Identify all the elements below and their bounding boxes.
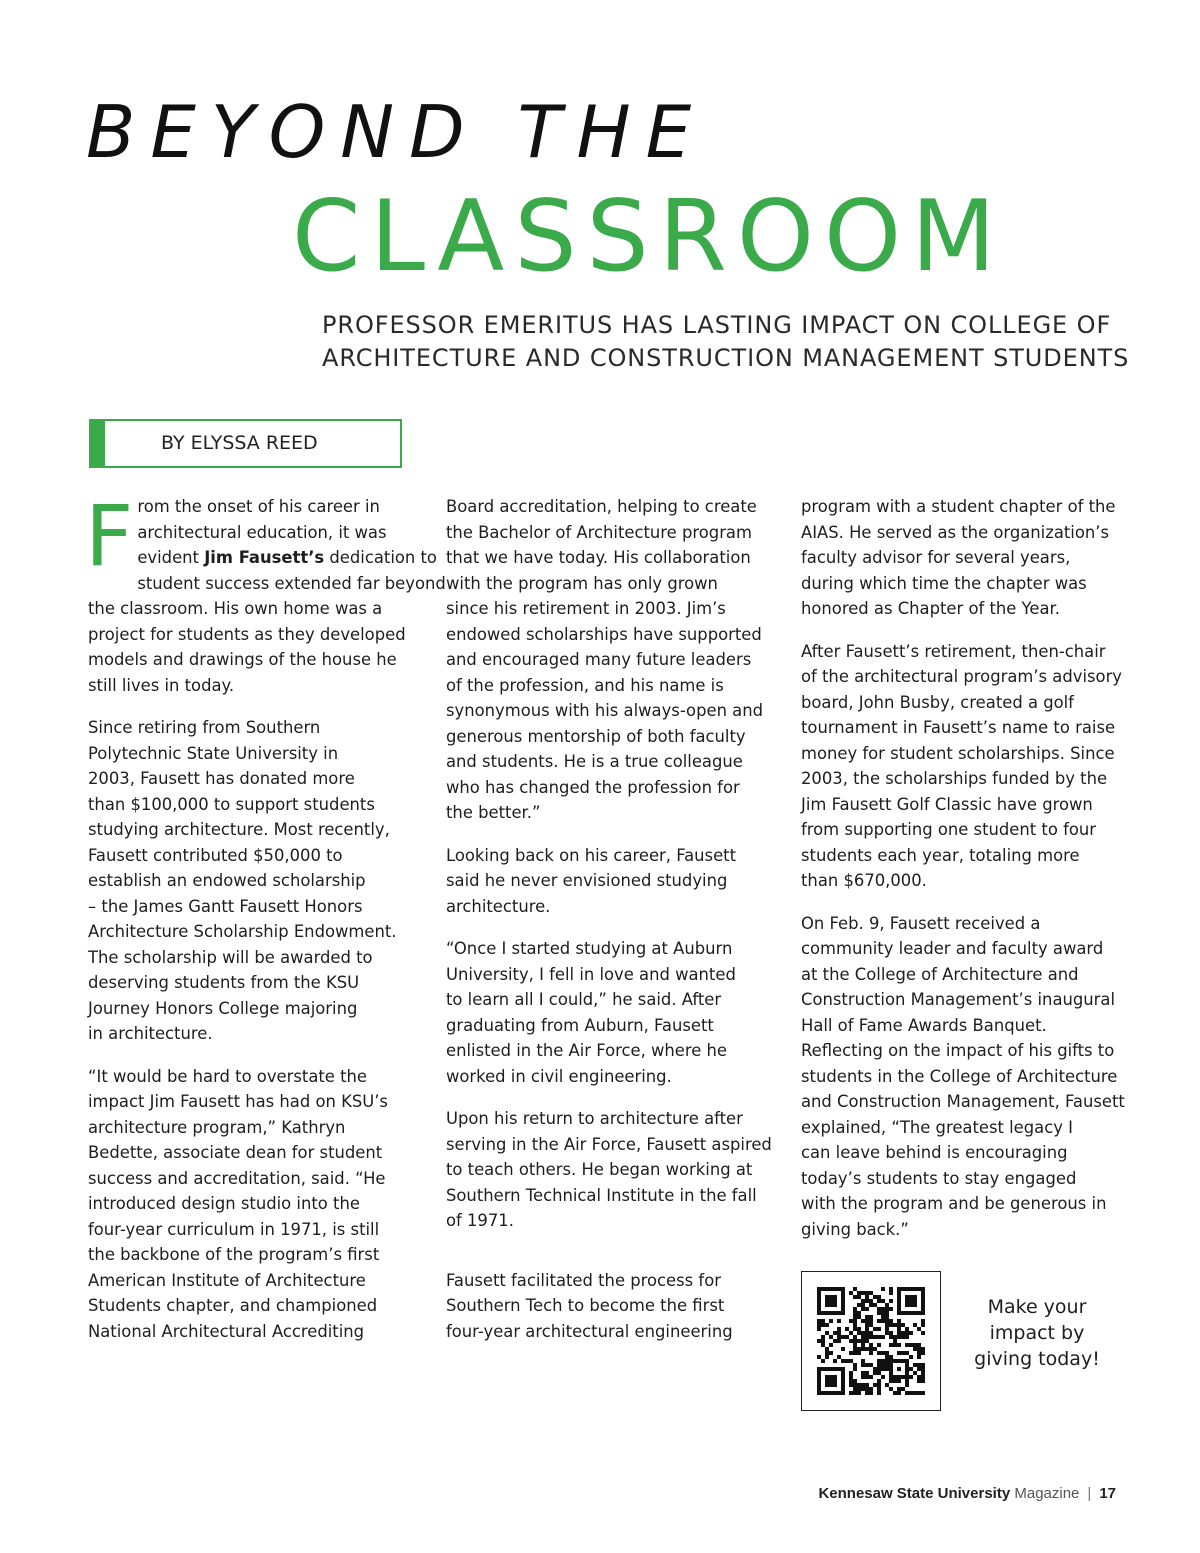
text-line: establish an endowed scholarship [88,871,366,890]
text-line: Bedette, associate dean for student [88,1143,383,1162]
text-line: Students chapter, and championed [88,1296,378,1315]
text-line: program with a student chapter of the [801,497,1116,516]
paragraph [85,487,446,698]
text-line: Upon his return to architecture after [446,1109,743,1128]
text-line: and encouraged many future leaders [446,650,752,669]
byline: BY ELYSSA REED [161,432,318,454]
text-line: Fausett contributed $50,000 to [88,845,343,865]
text-line: the Bachelor of Architecture program [446,522,752,542]
text-line: models and drawings of the house he [88,650,397,669]
text-line: four-year architectural engineering [446,1321,733,1341]
text-line: of the profession, and his name is [446,675,724,695]
subtitle [322,309,1130,375]
paragraph [801,494,1121,622]
page-footer [818,1485,1116,1502]
text-line: the backbone of the program’s first [88,1245,380,1264]
drop-cap: F [85,487,134,585]
footer-separator: | [1087,1485,1092,1502]
subtitle-line-1: PROFESSOR EMERITUS HAS LASTING IMPACT ON COLLEGE OF [322,311,1112,339]
text-line: 2003, Fausett has donated more [88,769,355,788]
paragraph [446,843,766,920]
text-line: from supporting one student to four [801,820,1097,839]
text-line: Since retiring from Southern [88,718,321,737]
text-line: community leader and faculty award [801,939,1104,958]
text-line: said he never envisioned studying [446,871,728,890]
call-to-action [963,1294,1111,1372]
text-line: Journey Honors College majoring [88,998,358,1018]
text-line: introduced design studio into the [88,1194,360,1213]
qr-code-frame[interactable] [801,1271,941,1411]
text-line: today’s students to stay engaged [801,1168,1077,1188]
text-line: students each year, totaling more [801,845,1080,865]
text-line: than $100,000 to support students [88,794,375,814]
text-line: serving in the Air Force, Fausett aspired [446,1134,772,1154]
text-line: and Construction Management, Fausett [801,1092,1125,1111]
text-line: that we have today. His collaboration [446,548,751,567]
text-line: studying architecture. Most recently, [88,820,390,839]
subtitle-line-2: ARCHITECTURE AND CONSTRUCTION MANAGEMENT STUDENTS [322,344,1130,372]
text-line: After Fausett’s retirement, then-chair [801,641,1106,661]
text-line: four-year curriculum in 1971, is still [88,1219,380,1239]
text-line: of 1971. [446,1211,514,1230]
text-line: student success extended far beyond [137,573,446,593]
article-column-2 [446,494,772,1361]
text-line: University, I fell in love and wanted [446,964,736,984]
text-line: with the program has only grown [446,573,718,593]
text-line: Southern Tech to become the first [446,1296,725,1315]
text-line: project for students as they developed [88,624,406,644]
text-line: since his retirement in 2003. Jim’s [446,599,726,618]
text-line: honored as Chapter of the Year. [801,599,1060,618]
cta-line: Make your [987,1296,1087,1318]
text-line: during which time the chapter was [801,573,1087,593]
text-line: Reflecting on the impact of his gifts to [801,1041,1115,1060]
text-line: Jim Fausett Golf Classic have grown [801,794,1093,814]
text-line: students in the College of Architecture [801,1066,1118,1086]
text-line: can leave behind is encouraging [801,1143,1068,1162]
text-line: impact Jim Fausett has had on KSU’s [88,1092,388,1111]
text-line: generous mentorship of both faculty [446,726,746,746]
text-line: “It would be hard to overstate the [88,1066,367,1086]
cta-line: impact by [989,1322,1085,1344]
text-line: endowed scholarships have supported [446,624,762,644]
title-line-2: CLASSROOM [292,180,1006,294]
text-line: still lives in today. [88,675,235,695]
article-column-1 [85,487,446,1361]
text-line: in architecture. [88,1024,213,1043]
paragraph [446,936,766,1089]
text-line: money for student scholarships. Since [801,743,1115,763]
text-run: evident [137,548,205,567]
text-line: “Once I started studying at Auburn [446,939,733,958]
text-line: graduating from Auburn, Fausett [446,1015,714,1035]
title-line-1: BEYOND THE [86,90,707,174]
text-line: Looking back on his career, Fausett [446,845,737,865]
text-line: with the program and be generous in [801,1194,1107,1213]
text-line: architectural education, it was [137,522,387,542]
paragraph [446,1106,772,1234]
text-line: On Feb. 9, Fausett received a [801,913,1041,933]
text-line: deserving students from the KSU [88,973,360,992]
text-line: The scholarship will be awarded to [88,947,373,967]
paragraph [446,494,766,826]
text-line: faculty advisor for several years, [801,548,1071,567]
text-line: success and accreditation, said. “He [88,1168,386,1188]
text-line: board, John Busby, created a golf [801,692,1074,712]
footer-publication: Magazine [1014,1485,1080,1502]
text-line: Construction Management’s inaugural [801,990,1116,1009]
text-line: explained, “The greatest legacy I [801,1117,1073,1137]
text-line: and students. He is a true colleague [446,752,743,771]
text-line: tournament in Fausett’s name to raise [801,718,1116,737]
text-line: synonymous with his always-open and [446,701,764,720]
text-line: Architecture Scholarship Endowment. [88,922,397,941]
paragraph [446,1268,766,1345]
text-line [88,545,437,571]
text-line: Board accreditation, helping to create [446,497,757,516]
text-line: to teach others. He began working at [446,1160,753,1179]
text-run: dedication to [324,548,437,567]
text-line: than $670,000. [801,871,927,890]
paragraph [88,715,410,1047]
text-line: at the College of Architecture and [801,964,1079,984]
text-line: National Architectural Accrediting [88,1321,365,1341]
text-line: worked in civil engineering. [446,1066,672,1086]
text-line: American Institute of Architecture [88,1270,366,1290]
text-line: architecture. [446,896,551,916]
paragraph [801,911,1125,1243]
page-number: 17 [1099,1485,1116,1502]
article-column-3 [801,494,1125,1242]
text-line: 2003, the scholarships funded by the [801,769,1108,788]
text-line: giving back.” [801,1219,909,1239]
text-line: Polytechnic State University in [88,743,339,763]
cta-line: giving today! [974,1348,1100,1370]
text-line: AIAS. He served as the organization’s [801,522,1110,542]
text-line: the classroom. His own home was a [88,599,383,618]
qr-code-icon[interactable] [817,1287,925,1395]
text-line: Fausett facilitated the process for [446,1270,721,1290]
footer-organization: Kennesaw State University [818,1485,1011,1502]
text-line: – the James Gantt Fausett Honors [88,896,363,916]
paragraph [801,639,1121,894]
text-line: Hall of Fame Awards Banquet. [801,1015,1047,1035]
byline-box [89,419,402,468]
text-line: enlisted in the Air Force, where he [446,1041,728,1060]
paragraph [88,1064,410,1345]
text-line: who has changed the profession for [446,777,740,797]
text-line: architecture program,” Kathryn [88,1117,346,1137]
text-line: to learn all I could,” he said. After [446,990,722,1009]
subject-name: Jim Fausett’s [204,548,325,567]
text-line: the better.” [446,803,541,822]
text-line: rom the onset of his career in [137,497,380,516]
text-line: Southern Technical Institute in the fall [446,1185,757,1205]
text-line: of the architectural program’s advisory [801,667,1123,686]
